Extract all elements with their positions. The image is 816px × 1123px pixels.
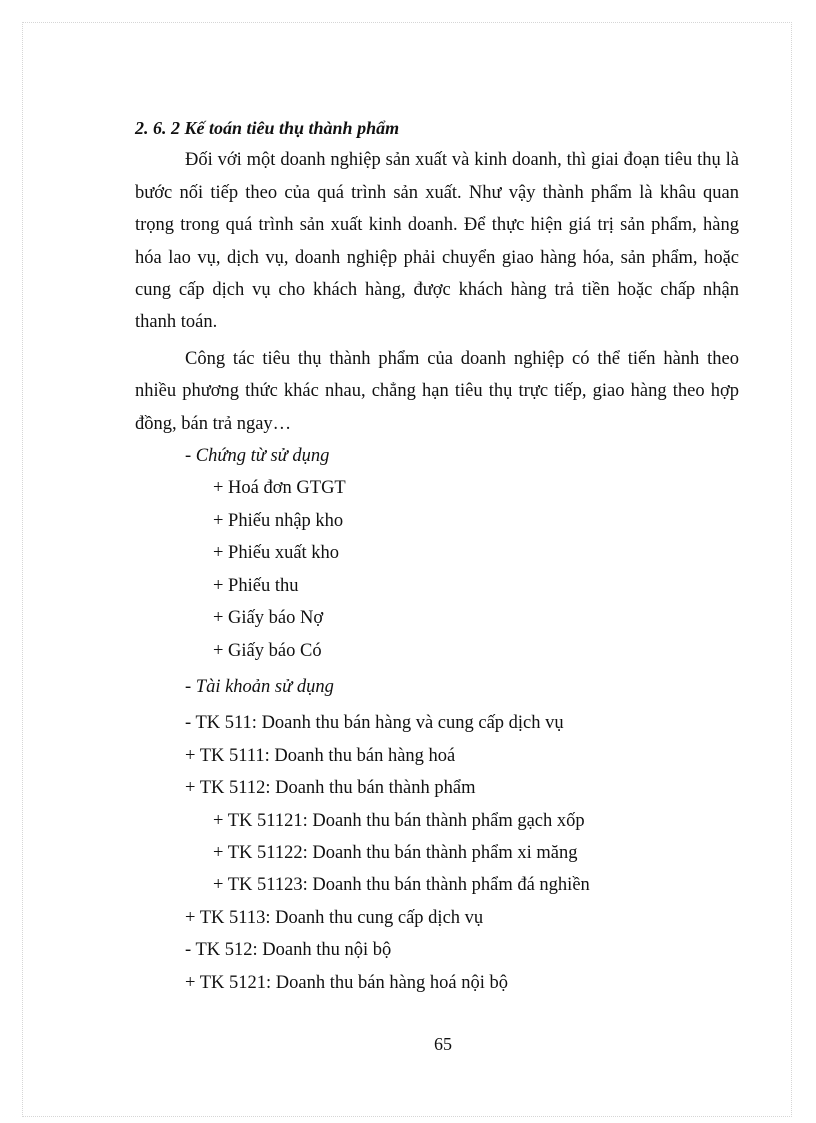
document-item: + Phiếu xuất kho bbox=[213, 543, 340, 564]
account-item: + TK 5113: Doanh thu cung cấp dịch vụ bbox=[185, 907, 484, 928]
account-item: + TK 51122: Doanh thu bán thành phẩm xi măng bbox=[213, 842, 578, 863]
section-heading: 2. 6. 2 Kế toán tiêu thụ thành phẩm bbox=[135, 118, 400, 138]
page-number: 65 bbox=[434, 1034, 452, 1054]
account-item: + TK 51123: Doanh thu bán thành phẩm đá nghiền bbox=[213, 875, 590, 896]
document-item: + Giấy báo Có bbox=[213, 640, 322, 661]
document-item: + Giấy báo Nợ bbox=[213, 608, 324, 629]
account-item: + TK 5121: Doanh thu bán hàng hoá nội bộ bbox=[185, 972, 509, 993]
document-body bbox=[135, 112, 739, 999]
document-item: + Hoá đơn GTGT bbox=[213, 478, 346, 499]
paragraph-1: Đối với một doanh nghiệp sản xuất và kinh doanh, thì giai đoạn tiêu thụ là bước nối tiếp theo của quá trình sản xuất. Như vậy thành phẩm là khâu quan trọng trong quá trình sản xuất kinh doanh. Để thực hiện giá trị sản phẩm, hàng hóa lao vụ, dịch vụ, doanh nghiệp phải chuyển giao hàng hóa, sản phẩm, hoặc cung cấp dịch vụ cho khách hàng, được khách hàng trả tiền hoặc chấp nhận thanh toán. bbox=[135, 150, 739, 333]
documents-label: - Chứng từ sử dụng bbox=[185, 446, 330, 467]
accounts-label: - Tài khoản sử dụng bbox=[185, 676, 334, 697]
account-item: - TK 511: Doanh thu bán hàng và cung cấp dịch vụ bbox=[185, 713, 564, 734]
document-item: + Phiếu thu bbox=[213, 575, 299, 596]
document-item: + Phiếu nhập kho bbox=[213, 510, 344, 531]
account-item: + TK 51121: Doanh thu bán thành phẩm gạch xốp bbox=[213, 810, 585, 831]
account-item: - TK 512: Doanh thu nội bộ bbox=[185, 940, 392, 961]
account-item: + TK 5112: Doanh thu bán thành phẩm bbox=[185, 778, 476, 799]
account-item: + TK 5111: Doanh thu bán hàng hoá bbox=[185, 745, 456, 766]
paragraph-2: Công tác tiêu thụ thành phẩm của doanh nghiệp có thể tiến hành theo nhiều phương thức khác nhau, chẳng hạn tiêu thụ trực tiếp, giao hàng theo hợp đồng, bán trả ngay… bbox=[135, 348, 739, 434]
